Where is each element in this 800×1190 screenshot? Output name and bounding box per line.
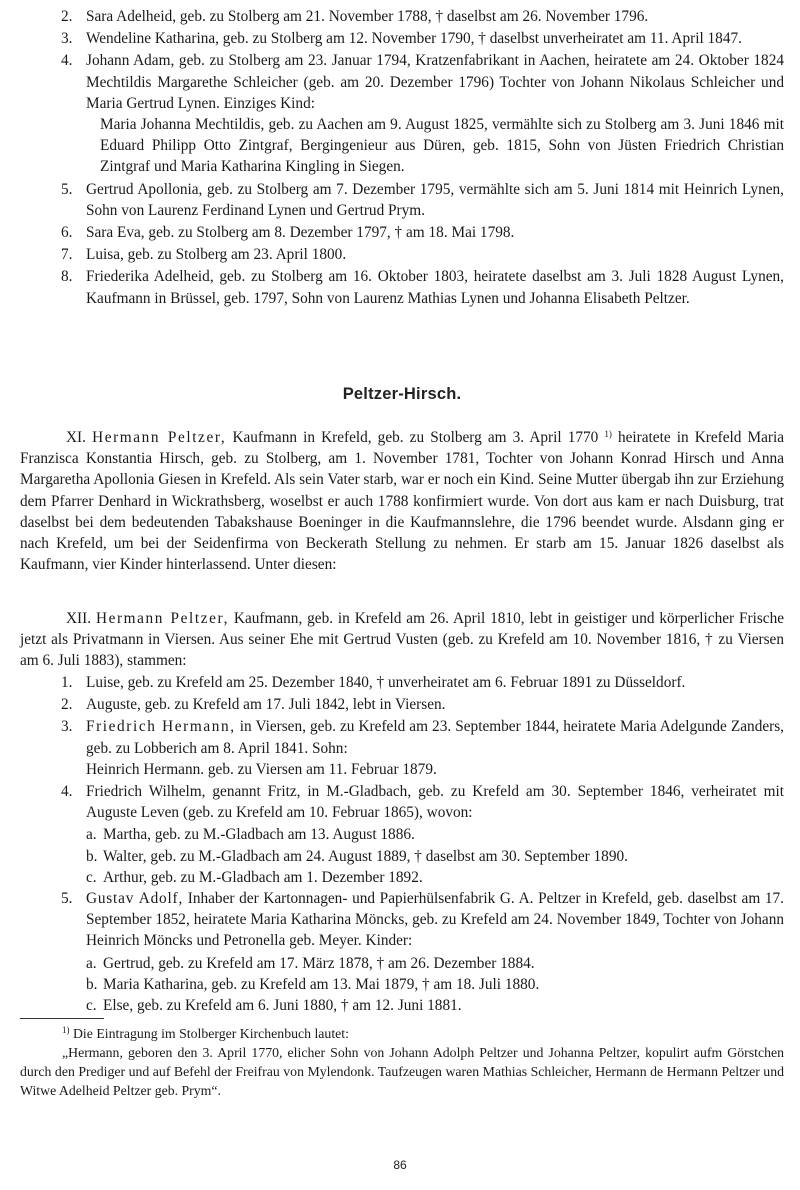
item-text: Gertrud Apollonia, geb. zu Stolberg am 7. Dezember 1795, vermählte sich am 5. Juni 1814 mit Heinrich Lynen, Sohn von Laurenz Ferdinand Lynen und Gertrud Prym. [86, 180, 784, 219]
footnote [20, 1024, 784, 1100]
generation-number: XI. [66, 429, 86, 446]
item-number: 7. [61, 246, 73, 264]
item-number: 2. [61, 696, 73, 714]
footnote-reference[interactable]: 1) [604, 429, 612, 439]
page-number: 86 [393, 1158, 407, 1172]
footnote-intro [62, 1024, 784, 1043]
list-item [20, 888, 784, 952]
item-text: Else, geb. zu Krefeld am 6. Juni 1880, † am 12. Juni 1881. [103, 997, 462, 1015]
list-item [20, 266, 784, 308]
item-number: 8. [61, 268, 73, 286]
item-text: Arthur, geb. zu M.-Gladbach am 1. Dezember 1892. [103, 868, 423, 886]
item-text: Inhaber der Kartonnagen- und Papierhülsenfabrik G. A. Peltzer in Krefeld, geb. daselbst am 17. September 1852, heiratete Maria Katharina Möncks, geb. zu Krefeld am 24. November 1849, Tochter von Johann Heinrich Möncks und Petronella geb. Meyer. Kinder: [86, 890, 784, 950]
grandchild-item [20, 846, 784, 867]
list-item [20, 28, 784, 49]
person-name: Friedrich Hermann, [86, 718, 236, 736]
item-number: 4. [61, 52, 73, 70]
footnote-intro-text: Die Eintragung im Stolberger Kirchenbuch lautet: [72, 1026, 349, 1041]
item-text: Maria Katharina, geb. zu Krefeld am 13. Mai 1879, † am 18. Juli 1880. [103, 975, 540, 993]
paragraph-text: heiratete in Krefeld Maria Franzisca Konstantia Hirsch, geb. zu Stolberg, am 1. November 1781, Tochter von Johann Konrad Hirsch und Anna Margaretha Apollonia Giesen in Krefeld. Als sein Vater starb, war er noch ein Kind. Seine Mutter übergab ihn zur Erziehung dem Pfarrer Denhard in Wickrathsberg, woselbst er auch 1788 konfirmiert wurde. Von dort aus kam er nach Duisburg, trat daselbst bei dem bedeutenden Tabakshause Boeninger in die Kaufmannslehre, die 1796 beendet wurde. Alsdann ging er nach Krefeld, um bei der Seidenfirma von Beckerath Stellung zu nehmen. Er starb am 15. Januar 1826 daselbst als Kaufmann, vier Kinder hinterlassend. Unter diesen: [20, 429, 785, 574]
list-item [20, 716, 784, 780]
item-number: 2. [61, 8, 73, 25]
footnote-mark: 1) [62, 1025, 70, 1035]
children-list-section-1 [20, 6, 784, 310]
item-letter: b. [86, 847, 98, 865]
item-text: Luisa, geb. zu Stolberg am 23. April 1800. [86, 246, 347, 264]
item-text: Johann Adam, geb. zu Stolberg am 23. Januar 1794, Kratzenfabrikant in Aachen, heiratete am 24. Oktober 1824 Mechtildis Margarethe Schleicher (geb. am 20. Dezember 1796) Tochter von Johann Nikolaus Schleicher und Maria Gertrud Lynen. Einziges Kind: [86, 52, 784, 112]
item-letter: a. [86, 954, 97, 972]
grandchild-item [20, 824, 784, 845]
list-item [20, 6, 784, 27]
list-item [20, 244, 784, 265]
item-number: 4. [61, 783, 73, 801]
item-text: Luise, geb. zu Krefeld am 25. Dezember 1840, † unverheiratet am 6. Februar 1891 zu Düsseldorf. [86, 674, 686, 691]
list-item [20, 179, 784, 221]
person-name: Hermann Peltzer, [92, 429, 227, 446]
item-text: Friedrich Wilhelm, genannt Fritz, in M.-Gladbach, geb. zu Krefeld am 30. September 1846, verheiratet mit Auguste Leven (geb. zu Krefeld am 10. Februar 1865), wovon: [86, 783, 784, 822]
item-number: 3. [61, 30, 73, 48]
child-entry: Maria Johanna Mechtildis, geb. zu Aachen am 9. August 1825, vermählte sich zu Stolberg am 3. Juni 1846 mit Eduard Philipp Otto Zintgraf, Bergingenieur aus Düren, geb. 1815, Sohn von Jüsten Friedrich Christian Zintgraf und Maria Katharina Kingling in Siegen. [100, 116, 784, 176]
item-text: Gertrud, geb. zu Krefeld am 17. März 1878, † am 26. Dezember 1884. [103, 954, 535, 972]
grandchild-item [20, 974, 784, 995]
child-entry: Heinrich Hermann. geb. zu Viersen am 11. Februar 1879. [86, 760, 437, 778]
list-item [20, 672, 784, 693]
item-number: 1. [61, 674, 73, 691]
item-text: in Viersen, geb. zu Krefeld am 23. September 1844, heiratete Maria Adelgunde Zanders, geb. zu Lobberich am 8. April 1841. Sohn: [86, 718, 784, 757]
generation-number: XII. [66, 610, 92, 627]
footnote-quote: „Hermann, geboren den 3. April 1770, elicher Sohn von Johann Adolph Peltzer und Johanna Peltzer, kopulirt aufm Görstchen durch den Prediger und auf Befehl der Freifrau von Mylendonk. Taufzeugen waren Mathias Schleicher, Hermann de Hermann Peltzer und Witwe Adelheid Peltzer geb. Prym“. [20, 1045, 784, 1098]
person-name: Hermann Peltzer, [95, 610, 230, 627]
list-item [20, 781, 784, 823]
item-letter: c. [86, 997, 97, 1015]
grandchild-item [20, 953, 784, 974]
item-number: 6. [61, 224, 73, 242]
paragraph-xii [20, 608, 784, 672]
item-text: Friederika Adelheid, geb. zu Stolberg am 16. Oktober 1803, heiratete daselbst am 3. Juli 1828 August Lynen, Kaufmann in Brüssel, geb. 1797, Sohn von Laurenz Mathias Lynen und Johanna Elisabeth Peltzer. [86, 268, 784, 307]
item-text: Auguste, geb. zu Krefeld am 17. Juli 1842, lebt in Viersen. [86, 696, 446, 714]
paragraph-xi [20, 427, 784, 575]
grandchild-item [20, 867, 784, 888]
paragraph-text: Kaufmann, geb. in Krefeld am 26. April 1810, lebt in geistiger und körperlicher Frische jetzt als Privatmann in Viersen. Aus seiner Ehe mit Gertrud Vusten (geb. zu Krefeld am 10. November 1816, † zu Viersen am 6. Juli 1883), stammen: [20, 610, 785, 670]
section-heading: Peltzer-Hirsch. [342, 385, 462, 403]
person-name: Gustav Adolf, [86, 890, 184, 908]
children-list-section-2 [20, 672, 784, 1016]
list-item [20, 50, 784, 177]
item-text: Sara Adelheid, geb. zu Stolberg am 21. November 1788, † daselbst am 26. November 1796. [86, 8, 649, 25]
footnote-divider [20, 1018, 104, 1019]
item-letter: a. [86, 826, 97, 844]
item-text: Walter, geb. zu M.-Gladbach am 24. August 1889, † daselbst am 30. September 1890. [103, 847, 628, 865]
item-text: Sara Eva, geb. zu Stolberg am 8. Dezember 1797, † am 18. Mai 1798. [86, 224, 515, 242]
list-item [20, 222, 784, 243]
grandchild-item [20, 995, 784, 1016]
paragraph-text: Kaufmann in Krefeld, geb. zu Stolberg am 3. April 1770 [232, 429, 599, 446]
item-text: Martha, geb. zu M.-Gladbach am 13. August 1886. [103, 826, 415, 844]
item-text: Wendeline Katharina, geb. zu Stolberg am 12. November 1790, † daselbst unverheiratet am 11. April 1847. [86, 30, 742, 48]
item-number: 3. [61, 718, 73, 736]
item-letter: c. [86, 868, 97, 886]
item-number: 5. [61, 890, 73, 908]
item-number: 5. [61, 180, 73, 198]
item-letter: b. [86, 975, 98, 993]
list-item [20, 694, 784, 715]
